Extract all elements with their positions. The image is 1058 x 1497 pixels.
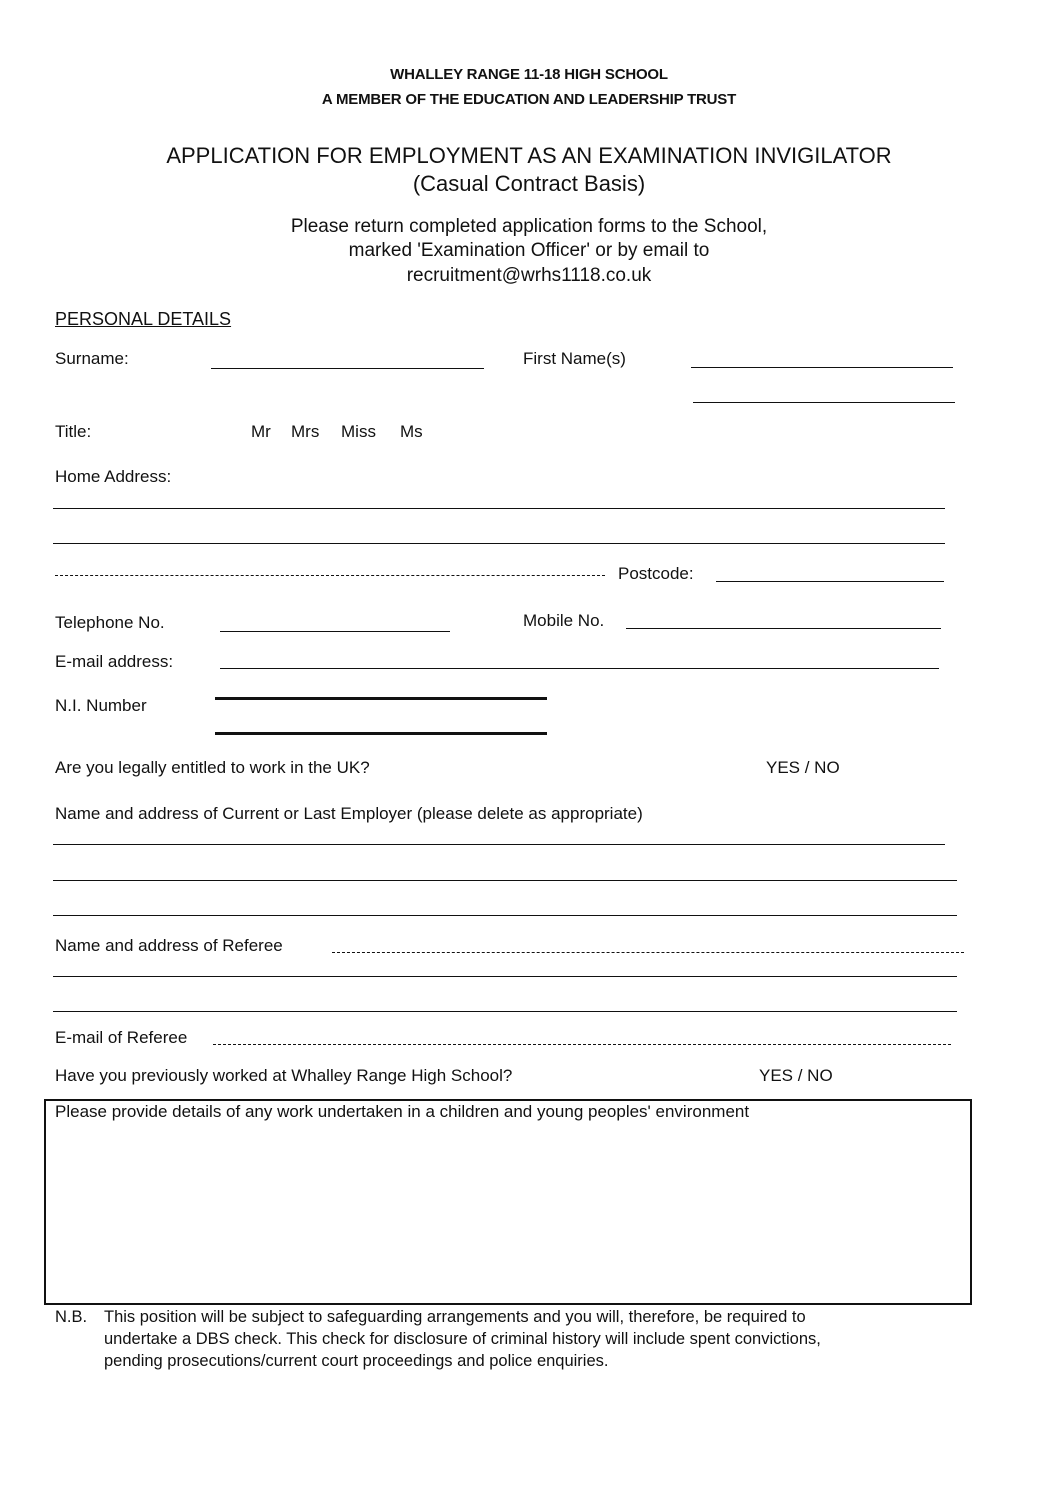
previously-worked-question: Have you previously worked at Whalley Range High School? xyxy=(55,1066,513,1085)
entitled-to-work-yes-no[interactable]: YES / NO xyxy=(766,758,840,777)
note-prefix: N.B. xyxy=(55,1308,88,1326)
title-option-ms[interactable]: Ms xyxy=(400,422,423,441)
referee-field-line2[interactable] xyxy=(53,976,957,977)
referee-email-field[interactable] xyxy=(213,1044,951,1045)
school-name: WHALLEY RANGE 11-18 HIGH SCHOOL xyxy=(390,66,668,83)
mobile-field[interactable] xyxy=(626,628,941,629)
ni-number-label: N.I. Number xyxy=(55,696,147,715)
ni-number-field-bottom xyxy=(215,732,547,735)
page-title: APPLICATION FOR EMPLOYMENT AS AN EXAMINATION INVIGILATOR xyxy=(166,143,892,168)
entitled-to-work-question: Are you legally entitled to work in the UK? xyxy=(55,758,370,777)
employer-field-line3[interactable] xyxy=(53,915,957,916)
return-email: recruitment@wrhs1118.co.uk xyxy=(406,265,652,286)
page-subtitle: (Casual Contract Basis) xyxy=(412,171,646,196)
home-address-field-line2[interactable] xyxy=(53,543,945,544)
title-option-miss[interactable]: Miss xyxy=(341,422,376,441)
postcode-label: Postcode: xyxy=(618,564,694,583)
previously-worked-yes-no[interactable]: YES / NO xyxy=(759,1066,833,1085)
employer-field-line2[interactable] xyxy=(53,880,957,881)
title-option-mr[interactable]: Mr xyxy=(251,422,271,441)
postcode-field[interactable] xyxy=(716,581,944,582)
title-option-mrs[interactable]: Mrs xyxy=(291,422,320,441)
home-address-field-line1[interactable] xyxy=(53,508,945,509)
return-instructions-line1: Please return completed application forms to the School, xyxy=(290,216,768,237)
return-instructions-line2: marked 'Examination Officer' or by email to xyxy=(348,240,710,261)
section-title-personal-details: PERSONAL DETAILS xyxy=(55,309,232,329)
trust-name: A MEMBER OF THE EDUCATION AND LEADERSHIP TRUST xyxy=(321,91,737,108)
employer-field-line1[interactable] xyxy=(53,844,945,845)
telephone-field[interactable] xyxy=(220,631,450,632)
referee-email-label: E-mail of Referee xyxy=(55,1028,188,1047)
title-label: Title: xyxy=(55,422,92,441)
work-details-label: Please provide details of any work undertaken in a children and young peoples' environment xyxy=(55,1102,750,1121)
home-address-field-line3[interactable] xyxy=(55,575,605,576)
referee-field-line1[interactable] xyxy=(332,952,964,953)
referee-label: Name and address of Referee xyxy=(55,936,283,955)
first-name-label: First Name(s) xyxy=(523,349,626,368)
employer-label: Name and address of Current or Last Employer (please delete as appropriate) xyxy=(55,804,643,823)
email-field[interactable] xyxy=(220,668,939,669)
note-line1: This position will be subject to safeguarding arrangements and you will, therefore, be required to xyxy=(104,1308,806,1326)
mobile-label: Mobile No. xyxy=(523,611,605,630)
ni-number-field-top[interactable] xyxy=(215,697,547,700)
surname-label: Surname: xyxy=(55,349,129,368)
note-line2: undertake a DBS check. This check for disclosure of criminal history will include spent convictions, xyxy=(104,1330,821,1348)
email-label: E-mail address: xyxy=(55,652,174,671)
telephone-label: Telephone No. xyxy=(55,613,165,632)
first-name-field[interactable] xyxy=(691,367,953,368)
surname-field[interactable] xyxy=(211,368,484,369)
note-line3: pending prosecutions/current court proceedings and police enquiries. xyxy=(104,1352,609,1370)
first-name-field-line2[interactable] xyxy=(693,402,955,403)
referee-field-line3[interactable] xyxy=(53,1011,957,1012)
work-details-box[interactable] xyxy=(44,1099,972,1305)
home-address-label: Home Address: xyxy=(55,467,172,486)
